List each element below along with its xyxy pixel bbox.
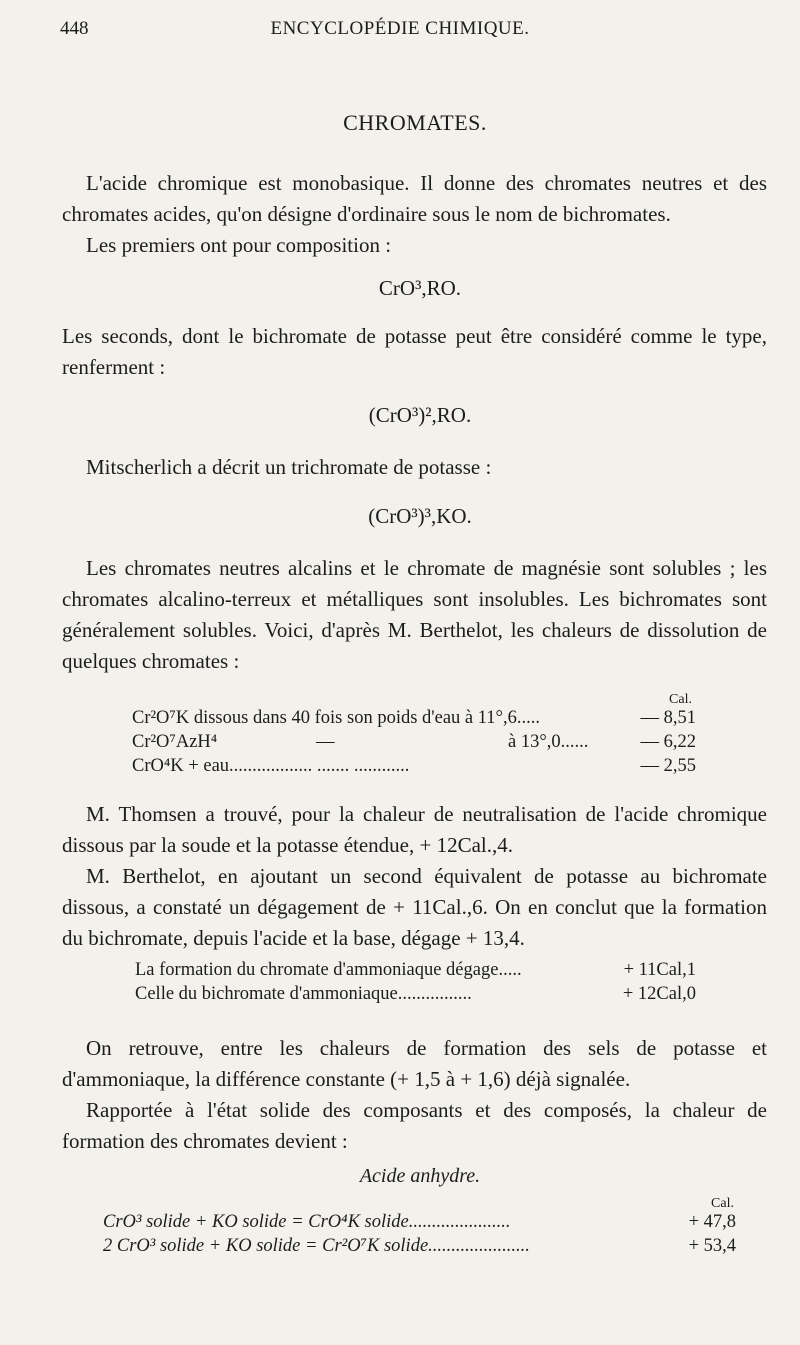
table2-row-1-label: La formation du chromate d'ammoniaque dégage bbox=[135, 960, 499, 980]
table1-row-3-dots: .................. ....... ............ bbox=[229, 756, 410, 776]
table3-row-1 bbox=[103, 1210, 510, 1234]
table2-row-2-dots: ................ bbox=[397, 984, 472, 1004]
table2-row-1-dots: ..... bbox=[498, 960, 522, 980]
table2-row-1-value: + 11Cal,1 bbox=[623, 960, 696, 980]
formula-1: CrO³,RO. bbox=[378, 276, 462, 300]
table1-row-2-temp: à 13°,0 bbox=[508, 732, 561, 752]
table1-row-1-value: — 8,51 bbox=[640, 708, 696, 728]
paragraph-8: On retrouve, entre les chaleurs de formation des sels de potasse et d'ammoniaque, la différence constante (+ 1,5 à + 1,6) déjà signalée. bbox=[62, 1036, 767, 1091]
table1-row-2-value: — 6,22 bbox=[640, 732, 696, 752]
paragraph-4: Mitscherlich a décrit un trichromate de potasse : bbox=[86, 455, 492, 479]
table1-row-2-dots: ...... bbox=[560, 732, 589, 752]
table1-unit: Cal. bbox=[669, 692, 692, 707]
paragraph-7: M. Berthelot, en ajoutant un second équivalent de potasse au bichromate dissous, a constaté un dégagement de + 11Cal.,6. On en conclut que la formation du bichromate, depuis l'acide et la base, dégage + 13,4. bbox=[62, 864, 767, 950]
table3-row-2 bbox=[103, 1234, 530, 1258]
subheading-acide-anhydre: Acide anhydre. bbox=[359, 1165, 481, 1187]
table3-unit: Cal. bbox=[711, 1196, 734, 1211]
paragraph-conclusion bbox=[62, 1033, 767, 1157]
table1-row-3 bbox=[132, 754, 409, 778]
table3-row-1-label: CrO³ solide + KO solide = CrO⁴K solide bbox=[103, 1212, 409, 1232]
table3-row-1-value: + 47,8 bbox=[688, 1212, 736, 1232]
table1-row-1-dots: ..... bbox=[516, 708, 540, 728]
table2-row-2 bbox=[135, 982, 472, 1006]
table3-row-2-value: + 53,4 bbox=[688, 1236, 736, 1256]
table1-row-1-label: Cr²O⁷K dissous dans 40 fois son poids d'eau à 11°,6 bbox=[132, 708, 517, 728]
table3-row-1-dots: ...................... bbox=[408, 1212, 511, 1232]
paragraph-thomsen-berthelot bbox=[62, 799, 767, 954]
table1-row-2-label: Cr²O⁷AzH⁴ bbox=[132, 732, 218, 752]
table1-row-2-temp-group bbox=[508, 730, 588, 754]
table2-row-2-value: + 12Cal,0 bbox=[622, 984, 696, 1004]
section-title: CHROMATES. bbox=[343, 110, 487, 135]
table1-row-2-mid: — bbox=[316, 732, 335, 752]
paragraph-3: Les seconds, dont le bichromate de potasse peut être considéré comme le type, renferment : bbox=[62, 324, 767, 379]
table3-row-2-label: 2 CrO³ solide + KO solide = Cr²O⁷K solide bbox=[103, 1236, 429, 1256]
table1-row-1 bbox=[132, 706, 540, 730]
paragraph-9: Rapportée à l'état solide des composants et des composés, la chaleur de formation des chromates devient : bbox=[62, 1098, 767, 1153]
paragraph-2: Les premiers ont pour composition : bbox=[86, 233, 392, 257]
table1-row-3-label: CrO⁴K + eau bbox=[132, 756, 230, 776]
paragraph-5: Les chromates neutres alcalins et le chromate de magnésie sont solubles ; les chromates alcalino-terreux et métalliques sont insolubles. Les bichromates sont généralement solubles. Voici, d'après M. Berthelot, les chaleurs de dissolution de quelques chromates : bbox=[62, 556, 767, 673]
table2-row-2-label: Celle du bichromate d'ammoniaque bbox=[135, 984, 398, 1004]
table3-row-2-dots: ...................... bbox=[428, 1236, 530, 1256]
paragraph-6: M. Thomsen a trouvé, pour la chaleur de neutralisation de l'acide chromique dissous par la soude et la potasse étendue, + 12Cal.,4. bbox=[62, 802, 767, 857]
formula-2: (CrO³)²,RO. bbox=[368, 403, 472, 427]
running-title: ENCYCLOPÉDIE CHIMIQUE. bbox=[270, 18, 530, 39]
paragraph-1: L'acide chromique est monobasique. Il donne des chromates neutres et des chromates acides, qu'on désigne d'ordinaire sous le nom de bichromates. bbox=[62, 171, 767, 226]
page-number: 448 bbox=[60, 18, 89, 39]
table2-row-1 bbox=[135, 958, 522, 982]
paragraph-intro bbox=[62, 168, 767, 261]
formula-3: (CrO³)³,KO. bbox=[368, 504, 472, 528]
table1-row-3-value: — 2,55 bbox=[640, 756, 696, 776]
